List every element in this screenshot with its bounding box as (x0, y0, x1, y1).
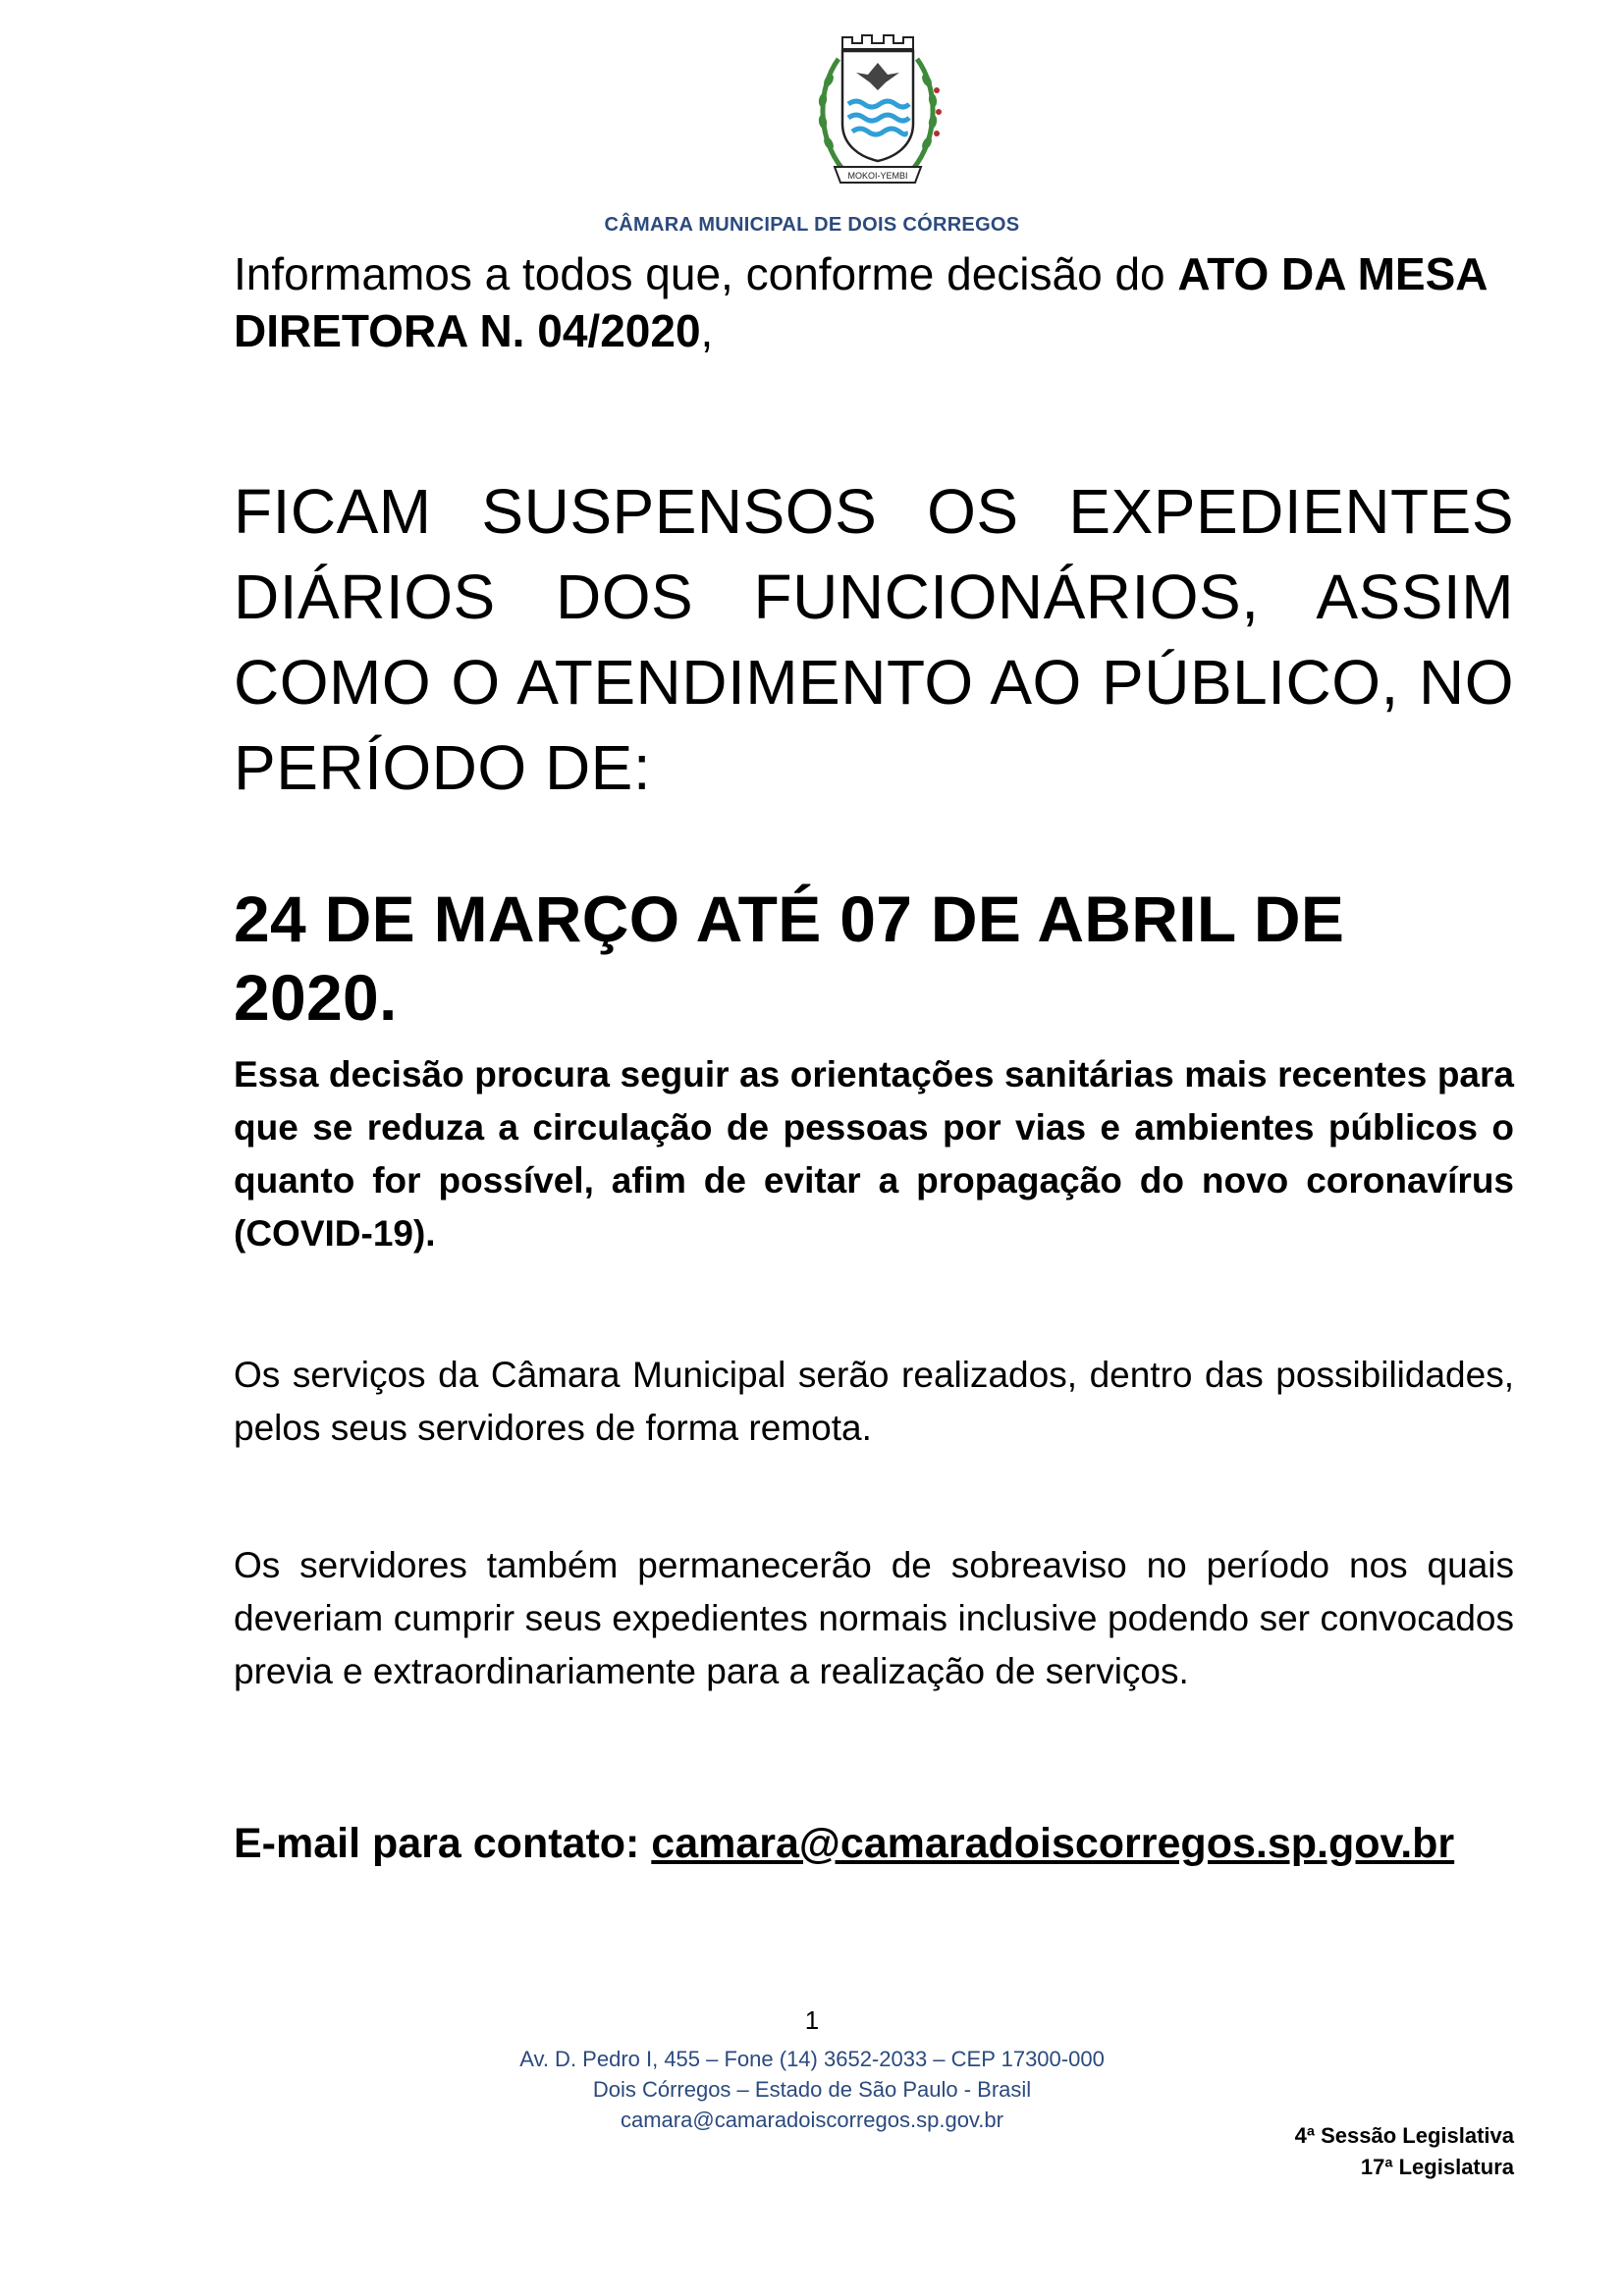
page-number: 1 (804, 2005, 820, 2035)
contact-email-link[interactable]: camara@camaradoiscorregos.sp.gov.br (651, 1820, 1455, 1867)
suspension-notice: FICAM SUSPENSOS OS EXPEDIENTES DIÁRIOS DOS FUNCIONÁRIOS, ASSIM COMO O ATENDIMENTO AO PÚBLICO, NO PERÍODO DE: (234, 476, 1514, 803)
services-paragraph: Os serviços da Câmara Municipal serão realizados, dentro das possibilidades, pelos seus servidores de forma remota. (234, 1355, 1514, 1448)
footer-email: camara@camaradoiscorregos.sp.gov.br (621, 2108, 1003, 2132)
municipal-crest-icon (799, 29, 956, 194)
legislative-session: 4ª Sessão Legislativa (1294, 2123, 1514, 2148)
intro-paragraph (234, 245, 1514, 359)
svg-text:MOKOI-YEMBI: MOKOI-YEMBI (847, 171, 908, 181)
contact-line (234, 1814, 1514, 1873)
legislative-session-block (1295, 2120, 1514, 2183)
contact-label: E-mail para contato: (234, 1820, 652, 1867)
suspension-period: 24 DE MARÇO ATÉ 07 DE ABRIL DE 2020. (234, 882, 1345, 1034)
on-duty-paragraph: Os servidores também permanecerão de sobreaviso no período nos quais deveriam cumprir seus expedientes normais inclusive podendo ser convocados previa e extraordinariamente para a realização de serviços. (234, 1545, 1514, 1691)
intro-suffix: , (700, 305, 714, 356)
footer-address: Av. D. Pedro I, 455 – Fone (14) 3652-2033 – CEP 17300-000 (519, 2047, 1105, 2071)
intro-text: Informamos a todos que, conforme decisão do (234, 248, 1178, 299)
act-reference: ATO DA MESA DIRETORA N. 04/2020 (234, 248, 1487, 356)
institution-name: CÂMARA MUNICIPAL DE DOIS CÓRREGOS (604, 214, 1020, 236)
legislature: 17ª Legislatura (1360, 2155, 1514, 2179)
decision-paragraph: Essa decisão procura seguir as orientações sanitárias mais recentes para que se reduza a circulação de pessoas por vias e ambientes públicos o quanto for possível, afim de evitar a propagação do novo coronavírus (COVID-19). (234, 1054, 1514, 1254)
footer-city: Dois Córregos – Estado de São Paulo - Brasil (592, 2077, 1032, 2102)
